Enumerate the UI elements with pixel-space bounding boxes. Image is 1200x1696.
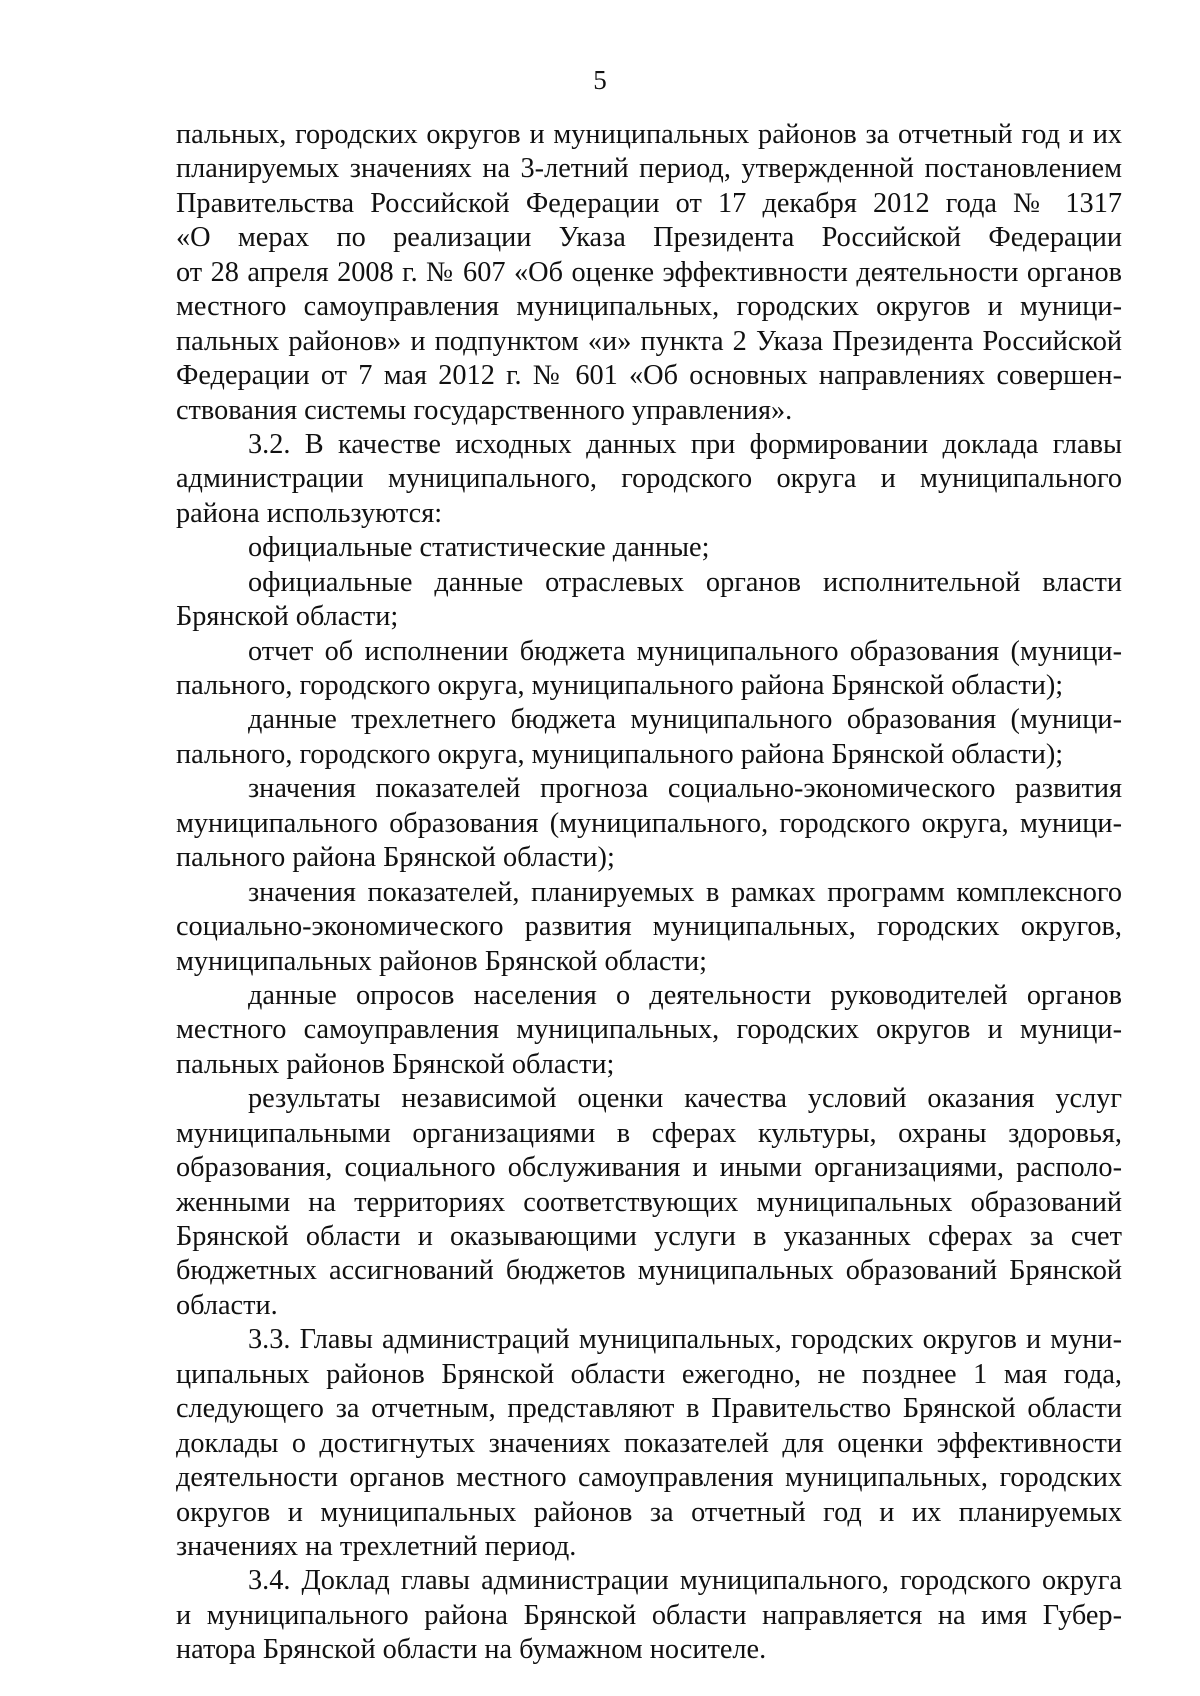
text-line: результаты независимой оценки качества условий оказания услуг (248, 1083, 1122, 1115)
text-line: Федерации от 7 мая 2012 г. № 601 «Об основных направлениях совершен- (176, 360, 1122, 392)
text-line: администрации муниципального, городского округа и муниципального (176, 463, 1122, 495)
text-line: Правительства Российской Федерации от 17 декабря 2012 года № 1317 (176, 187, 1122, 219)
text-line: местного самоуправления муниципальных, городских округов и муници- (176, 291, 1122, 323)
text-line: 3.4. Доклад главы администрации муниципального, городского округа (248, 1565, 1122, 1597)
document-body (176, 118, 1122, 1668)
text-line: отчет об исполнении бюджета муниципального образования (муници- (248, 635, 1122, 667)
text-line: района используются: (176, 497, 443, 529)
text-line: местного самоуправления муниципальных, городских округов и муници- (176, 1014, 1122, 1046)
text-line: социально-экономического развития муниципальных, городских округов, (176, 911, 1122, 943)
text-line: округов и муниципальных районов за отчетный год и их планируемых (176, 1496, 1122, 1528)
text-line: ципальных районов Брянской области ежегодно, не позднее 1 мая года, (176, 1358, 1122, 1390)
text-line: официальные статистические данные; (248, 532, 710, 564)
text-line: и муниципального района Брянской области направляется на имя Губер- (176, 1599, 1122, 1631)
text-line: данные опросов населения о деятельности руководителей органов (248, 979, 1122, 1011)
text-line: муниципального образования (муниципального, городского округа, муници- (176, 807, 1122, 839)
text-line: «О мерах по реализации Указа Президента Российской Федерации (176, 222, 1122, 254)
text-line: данные трехлетнего бюджета муниципального образования (муници- (248, 704, 1122, 736)
text-line: от 28 апреля 2008 г. № 607 «Об оценке эффективности деятельности органов (176, 256, 1122, 288)
text-line: ствования системы государственного управления». (176, 394, 793, 426)
text-line: муниципальными организациями в сферах культуры, охраны здоровья, (176, 1117, 1122, 1149)
text-line: пальных районов Брянской области; (176, 1048, 615, 1080)
text-line: Брянской области и оказывающими услуги в указанных сферах за счет (176, 1221, 1122, 1252)
text-line: Брянской области; (176, 601, 399, 633)
text-line: официальные данные отраслевых органов исполнительной власти (248, 566, 1122, 598)
text-line: пальных районов» и подпунктом «и» пункта 2 Указа Президента Российской (176, 325, 1122, 357)
text-line: доклады о достигнутых значениях показателей для оценки эффективности (176, 1427, 1122, 1459)
page-number: 5 (593, 65, 607, 95)
text-line: деятельности органов местного самоуправления муниципальных, городских (176, 1462, 1122, 1494)
text-line: пального, городского округа, муниципального района Брянской области); (176, 670, 1064, 701)
text-line: муниципальных районов Брянской области; (176, 945, 707, 977)
text-line: значения показателей прогноза социально-экономического развития (248, 773, 1122, 805)
text-line: значения показателей, планируемых в рамках программ комплексного (248, 876, 1122, 908)
text-line: значениях на трехлетний период. (176, 1530, 577, 1562)
text-line: бюджетных ассигнований бюджетов муниципальных образований Брянской (176, 1255, 1122, 1287)
text-line: 3.2. В качестве исходных данных при формировании доклада главы (248, 428, 1122, 460)
text-line: пальных, городских округов и муниципальных районов за отчетный год и их (176, 119, 1122, 150)
text-line: следующего за отчетным, представляют в Правительство Брянской области (176, 1393, 1122, 1425)
text-line: пального района Брянской области); (176, 842, 615, 874)
text-line: 3.3. Главы администраций муниципальных, городских округов и муни- (248, 1324, 1122, 1356)
text-line: образования, социального обслуживания и иными организациями, располо- (176, 1152, 1122, 1184)
text-line: области. (176, 1289, 278, 1321)
text-line: натора Брянской области на бумажном носителе. (176, 1634, 767, 1666)
text-line: пального, городского округа, муниципального района Брянской области); (176, 738, 1064, 770)
text-line: женными на территориях соответствующих муниципальных образований (176, 1186, 1122, 1218)
text-line: планируемых значениях на 3-летний период, утвержденной постановлением (176, 153, 1122, 185)
